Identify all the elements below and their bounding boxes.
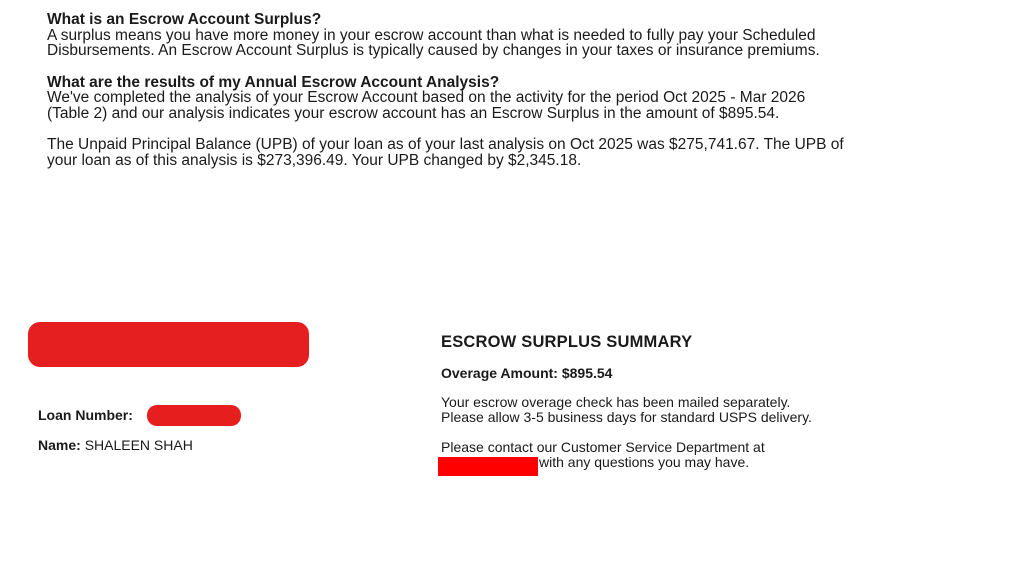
overage-amount: Overage Amount: $895.54	[441, 365, 613, 381]
redacted-address-block	[28, 322, 309, 367]
redacted-phone-number	[438, 457, 538, 476]
name-label: Name:	[38, 437, 81, 453]
loan-number-label: Loan Number:	[38, 407, 133, 423]
explanation-text	[47, 12, 947, 168]
results-body-line1: We've completed the analysis of your Escrow Account based on the activity for the period Oct 2025 - Mar 2026	[47, 89, 806, 106]
results-heading: What are the results of my Annual Escrow Account Analysis?	[47, 73, 500, 91]
contact-questions-line: with any questions you may have.	[539, 454, 750, 470]
check-mailed-line: Your escrow overage check has been mailed separately.	[441, 394, 791, 410]
upb-body-line1: The Unpaid Principal Balance (UPB) of your loan as of your last analysis on Oct 2025 was $275,741.67. The UPB of	[47, 136, 844, 153]
summary-title: ESCROW SURPLUS SUMMARY	[441, 333, 693, 351]
redacted-loan-number	[147, 405, 241, 426]
name-row	[38, 437, 193, 453]
surplus-body-line2: Disbursements. An Escrow Account Surplus is typically caused by changes in your taxes or insurance premiums.	[47, 42, 820, 59]
contact-line: Please contact our Customer Service Department at	[441, 439, 765, 455]
loan-number-row	[38, 407, 133, 423]
name-value: SHALEEN SHAH	[84, 437, 193, 453]
usps-delivery-line: Please allow 3-5 business days for standard USPS delivery.	[441, 409, 812, 425]
surplus-heading: What is an Escrow Account Surplus?	[47, 11, 322, 28]
surplus-body-line1: A surplus means you have more money in your escrow account than what is needed to fully pay your Scheduled	[47, 26, 816, 44]
results-body-line2: (Table 2) and our analysis indicates your escrow account has an Escrow Surplus in the amount of $895.54.	[47, 104, 780, 122]
escrow-surplus-summary	[441, 333, 981, 470]
upb-body-line2: your loan as of this analysis is $273,396.49. Your UPB changed by $2,345.18.	[47, 151, 582, 169]
